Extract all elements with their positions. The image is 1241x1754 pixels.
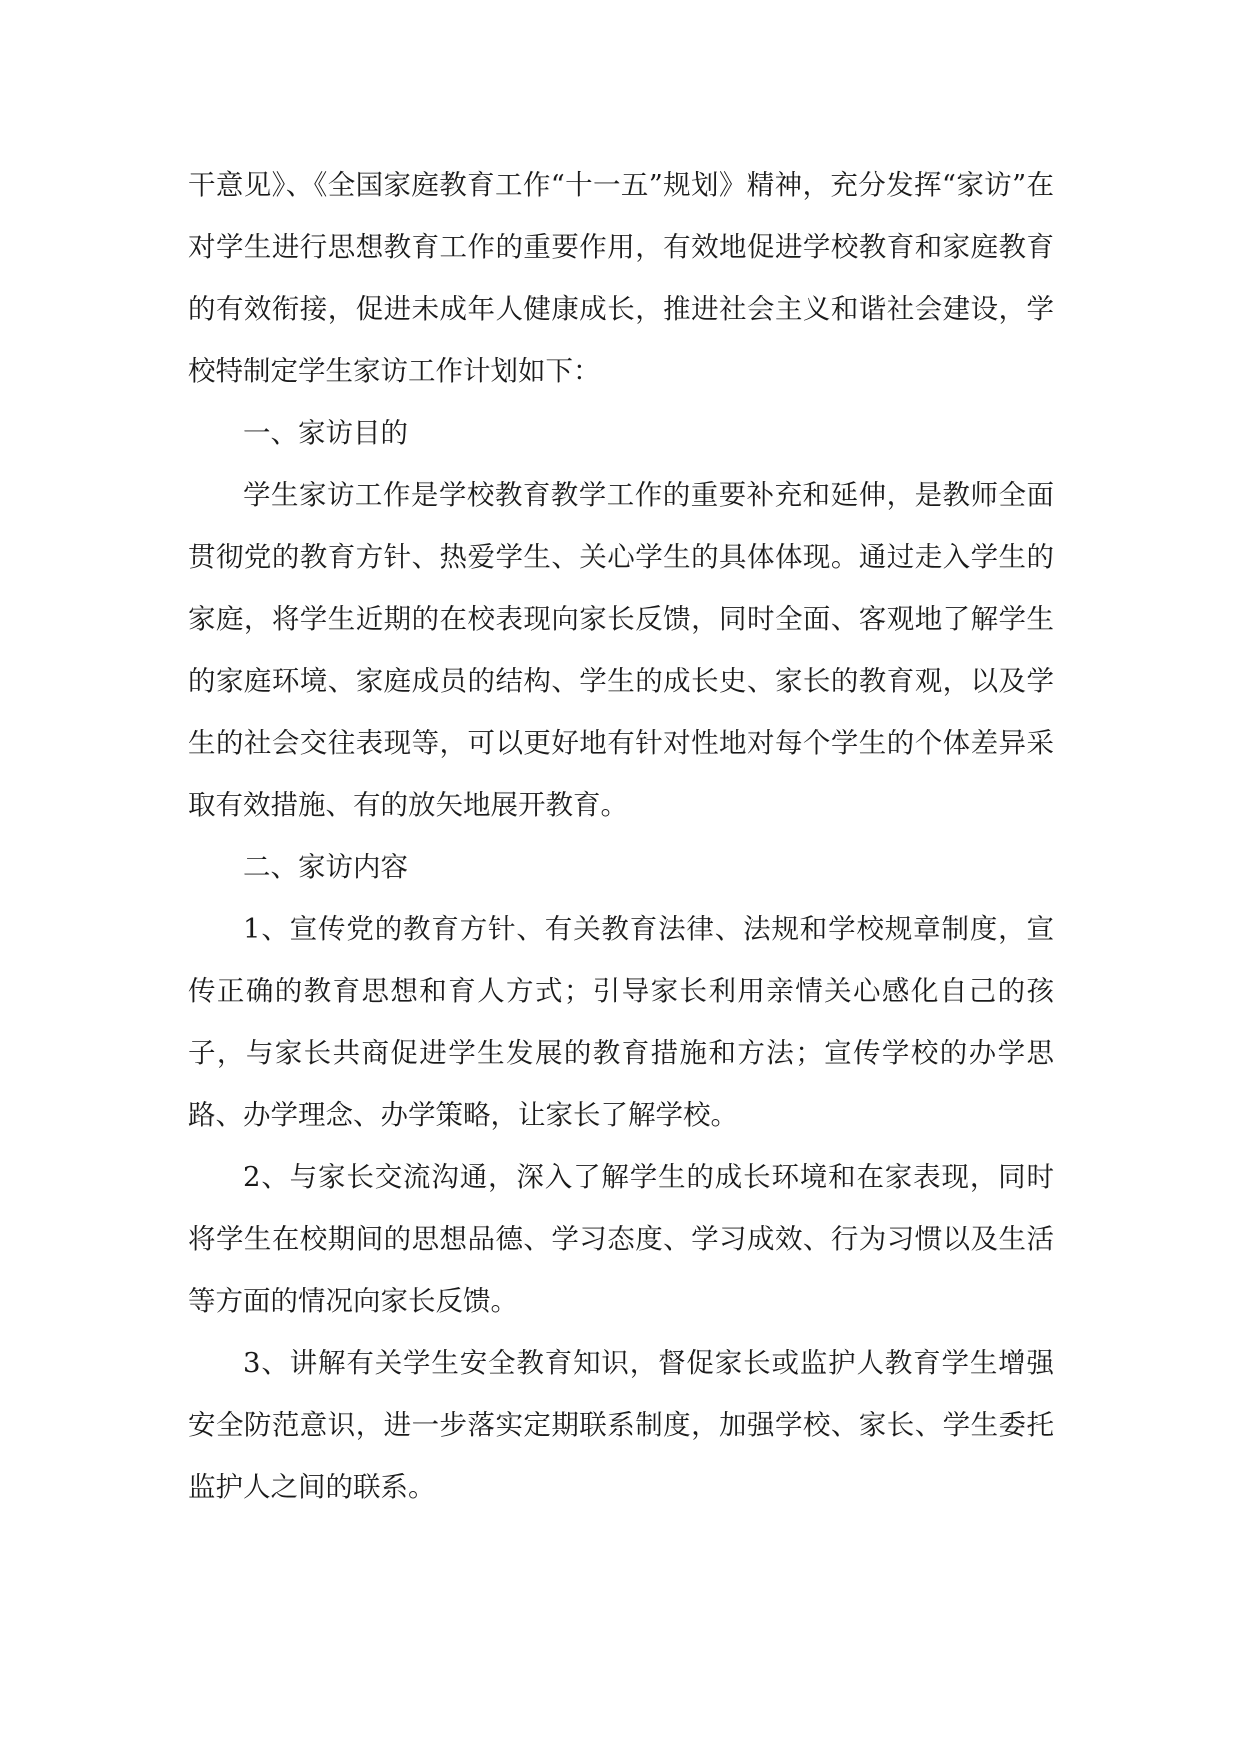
list-item-2: 2、与家长交流沟通，深入了解学生的成长环境和在家表现，同时将学生在校期间的思想品德、学习态度、学习成效、行为习惯以及生活等方面的情况向家长反馈。 bbox=[188, 1161, 1054, 1317]
list-item-1: 1、宣传党的教育方针、有关教育法律、法规和学校规章制度，宣传正确的教育思想和育人方式；引导家长利用亲情关心感化自己的孩子，与家长共商促进学生发展的教育措施和方法；宣传学校的办学思路、办学理念、办学策略，让家长了解学校。 bbox=[188, 913, 1054, 1131]
document-body bbox=[188, 154, 1054, 1518]
section-heading-content: 二、家访内容 bbox=[243, 851, 408, 883]
paragraph-intro: 干意见》、《全国家庭教育工作“十一五”规划》精神，充分发挥“家访”在对学生进行思想教育工作的重要作用，有效地促进学校教育和家庭教育的有效衔接，促进未成年人健康成长，推进社会主义和谐社会建设，学校特制定学生家访工作计划如下： bbox=[188, 169, 1054, 387]
list-item-3: 3、讲解有关学生安全教育知识，督促家长或监护人教育学生增强安全防范意识，进一步落实定期联系制度，加强学校、家长、学生委托监护人之间的联系。 bbox=[188, 1347, 1054, 1503]
paragraph-purpose: 学生家访工作是学校教育教学工作的重要补充和延伸，是教师全面贯彻党的教育方针、热爱学生、关心学生的具体体现。通过走入学生的家庭，将学生近期的在校表现向家长反馈，同时全面、客观地了解学生的家庭环境、家庭成员的结构、学生的成长史、家长的教育观，以及学生的社会交往表现等，可以更好地有针对性地对每个学生的个体差异采取有效措施、有的放矢地展开教育。 bbox=[188, 479, 1054, 821]
section-heading-purpose: 一、家访目的 bbox=[243, 417, 408, 449]
